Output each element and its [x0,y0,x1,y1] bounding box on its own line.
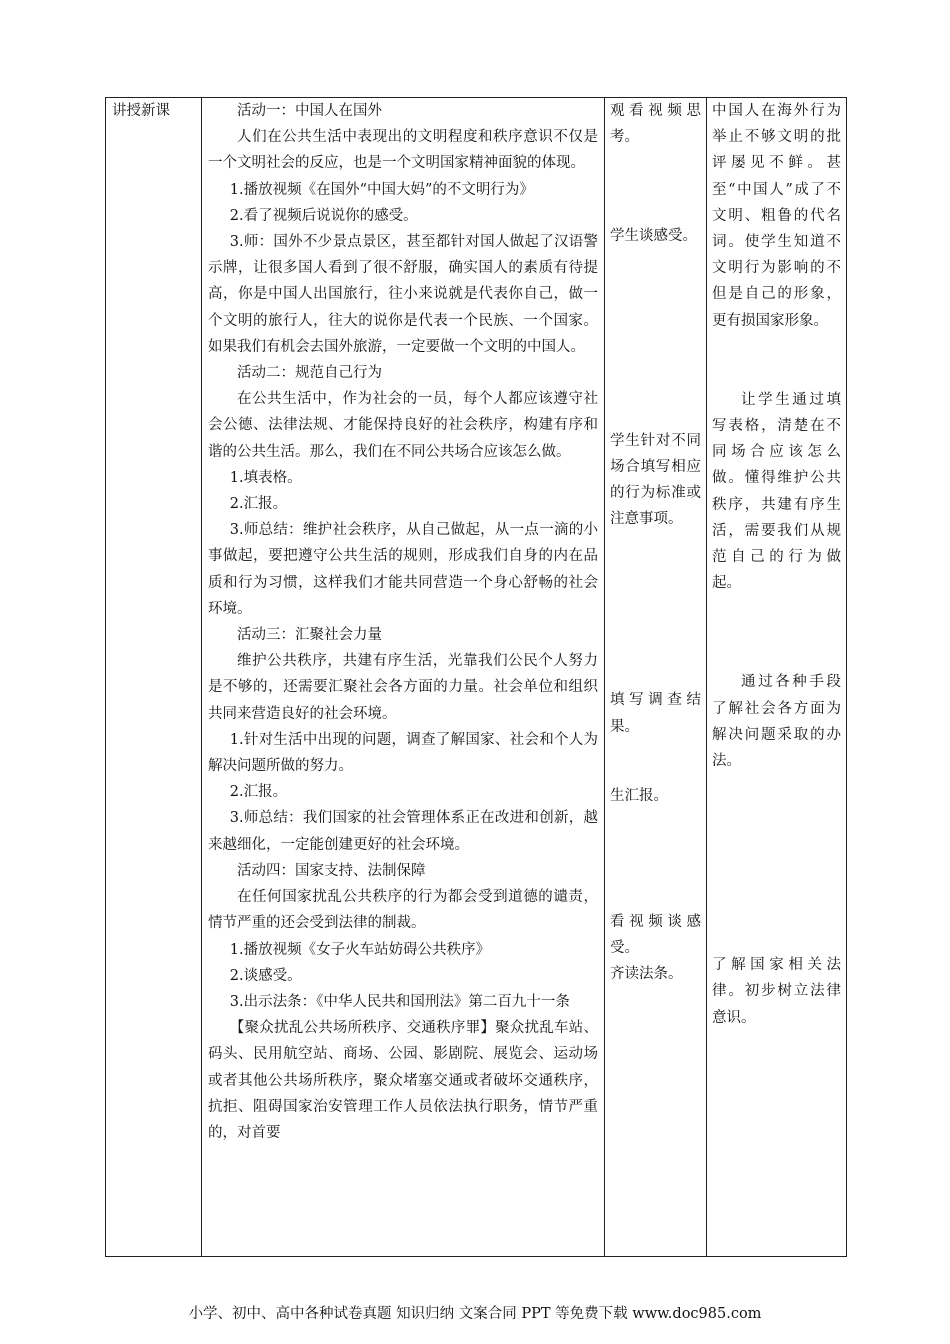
design-purpose: 了解国家相关法律。初步树立法律意识。 [712,957,841,1026]
student-activity: 齐读法条。 [610,966,683,983]
step-item: 3.师：国外不少景点景区，甚至都针对国人做起了汉语警示牌，让很多国人看到了很不舒服，确实国人的素质有待提高，你是中国人出国旅行，往小来说就是代表你自己，做一个文明的旅行人，往大的说你是代表一个民族、一个国家。如果我们有机会去国外旅游，一定要做一个文明的中国人。 [208,234,598,355]
stage-cell [106,98,202,1257]
paragraph: 人们在公共生活中表现出的文明程度和秩序意识不仅是一个文明社会的反应，也是一个文明国家精神面貌的体现。 [208,129,598,172]
teaching-content-cell [202,98,605,1257]
step-item: 1.播放视频《在国外“中国大妈”的不文明行为》 [229,181,534,198]
design-purpose: 中国人在海外行为举止不够文明的批评屡见不鲜。甚至“中国人”成了不文明、粗鲁的代名词。使学生知道不文明行为影响的不但是自己的形象，更有损国家形象。 [712,103,841,329]
table-row [106,98,847,1257]
step-item: 1.播放视频《女子火车站妨碍公共秩序》 [229,941,491,958]
student-activity: 生汇报。 [610,787,668,804]
step-item: 3.师总结：我们国家的社会管理体系正在改进和创新，越来越细化，一定能创建更好的社会环境。 [208,810,598,853]
design-purpose-cell [707,98,847,1257]
activity-heading: 活动二：规范自己行为 [237,365,382,382]
step-item: 2.汇报。 [229,496,288,513]
paragraph: 维护公共秩序，共建有序生活，光靠我们公民个人努力是不够的，还需要汇聚社会各方面的力量。社会单位和组织共同来营造良好的社会环境。 [208,653,598,722]
lesson-plan-table [105,97,847,1257]
design-purpose: 通过各种手段了解社会各方面为解决问题采取的办法。 [712,674,841,770]
page-footer: 小学、初中、高中各种试卷真题 知识归纳 文案合同 PPT 等免费下载 www.doc985.com [188,1306,762,1322]
student-activity: 学生针对不同场合填写相应的行为标准或注意事项。 [610,432,701,528]
stage-label: 讲授新课 [112,103,170,119]
step-item: 2.谈感受。 [229,967,302,984]
step-item: 3.出示法条：《中华人民共和国刑法》第二百九十一条 [229,993,570,1010]
activity-heading: 活动四：国家支持、法制保障 [237,862,426,879]
design-purpose: 让学生通过填写表格，清楚在不同场合应该怎么做。懂得维护公共秩序，共建有序生活，需要我们从规范自己的行为做起。 [712,391,841,592]
activity-heading: 活动一：中国人在国外 [237,103,382,119]
law-article: 【聚众扰乱公共场所秩序、交通秩序罪】聚众扰乱车站、码头、民用航空站、商场、公园、影剧院、展览会、运动场或者其他公共场所秩序，聚众堵塞交通或者破坏交通秩序，抗拒、阻碍国家治安管理工作人员依法执行职务，情节严重的，对首要 [208,1020,598,1141]
student-activity: 看视频谈感受。 [610,914,701,957]
paragraph: 在任何国家扰乱公共秩序的行为都会受到道德的谴责，情节严重的还会受到法律的制裁。 [208,889,598,932]
step-item: 2.看了视频后说说你的感受。 [229,207,418,224]
step-item: 1.填表格。 [229,469,302,486]
student-activity: 学生谈感受。 [610,228,697,245]
step-item: 3.师总结：维护社会秩序，从自己做起，从一点一滴的小事做起，要把遵守公共生活的规则，形成我们自身的内在品质和行为习惯，这样我们才能共同营造一个身心舒畅的社会环境。 [208,522,598,617]
student-activity: 观看视频思考。 [610,103,701,146]
student-activity: 填写调查结果。 [610,692,701,735]
step-item: 1.针对生活中出现的问题，调查了解国家、社会和个人为解决问题所做的努力。 [208,731,598,775]
paragraph: 在公共生活中，作为社会的一员，每个人都应该遵守社会公德、法律法规、才能保持良好的社会秩序，构建有序和谐的公共生活。那么，我们在不同公共场合应该怎么做。 [208,391,598,460]
student-activity-cell [605,98,707,1257]
step-item: 2.汇报。 [229,784,288,801]
activity-heading: 活动三：汇聚社会力量 [237,627,382,644]
